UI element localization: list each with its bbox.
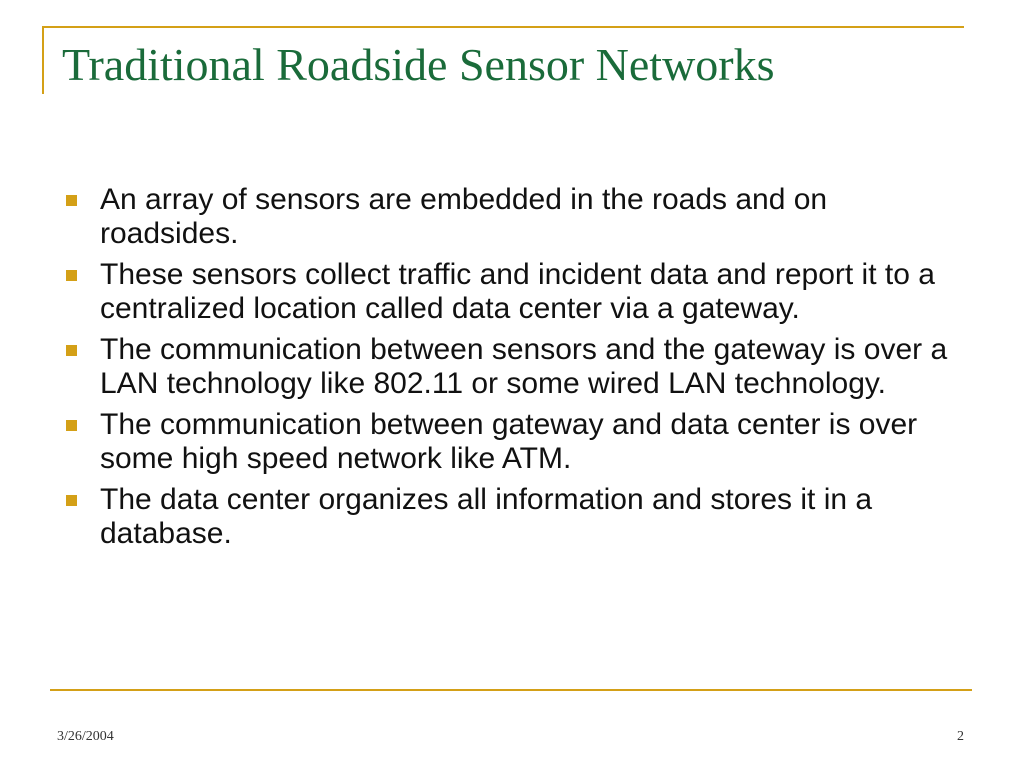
page-number: 2 xyxy=(957,729,964,744)
square-bullet-icon xyxy=(66,195,77,206)
bullet-list xyxy=(66,183,966,558)
left-rule xyxy=(42,26,44,94)
bullet-text: These sensors collect traffic and incident data and report it to a centralized location called data center via a gateway. xyxy=(100,258,935,325)
top-rule xyxy=(42,26,964,28)
square-bullet-icon xyxy=(66,270,77,281)
square-bullet-icon xyxy=(66,345,77,356)
bullet-item xyxy=(66,183,966,251)
footer-date: 3/26/2004 xyxy=(57,729,114,744)
bottom-rule xyxy=(50,689,972,691)
bullet-item xyxy=(66,258,966,326)
square-bullet-icon xyxy=(66,420,77,431)
bullet-text: The communication between gateway and data center is over some high speed network like ATM. xyxy=(100,408,918,475)
bullet-item xyxy=(66,333,966,401)
square-bullet-icon xyxy=(66,495,77,506)
bullet-text: The communication between sensors and the gateway is over a LAN technology like 802.11 or some wired LAN technology. xyxy=(100,333,948,400)
bullet-text: An array of sensors are embedded in the roads and on roadsides. xyxy=(100,183,828,250)
bullet-item xyxy=(66,408,966,476)
slide-title: Traditional Roadside Sensor Networks xyxy=(62,39,775,90)
bullet-text: The data center organizes all information and stores it in a database. xyxy=(100,483,873,550)
bullet-item xyxy=(66,483,966,551)
